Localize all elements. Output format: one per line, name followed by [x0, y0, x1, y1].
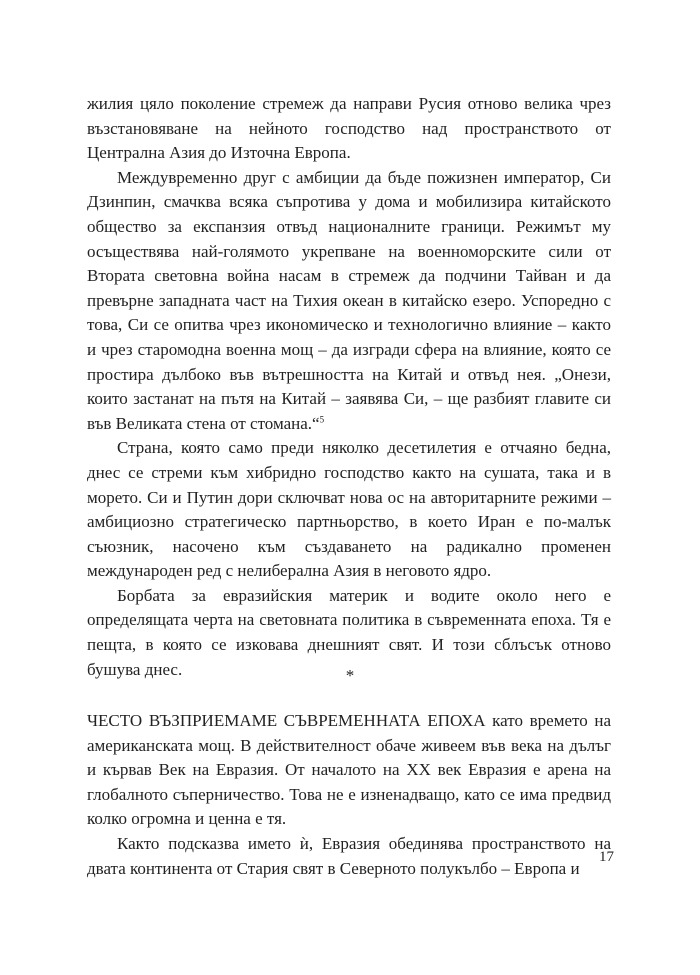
- paragraph: ЧЕСТО ВЪЗПРИЕМАМЕ СЪВРЕМЕННАТА ЕПОХА като времето на американската мощ. В действителност обаче живеем във века на дълъг и кървав Век на Евразия. От началото на XX век Евразия е арена на глобалното съперничество. Това не е изненадващо, като се има предвид колко огромна и ценна е тя.: [87, 711, 611, 829]
- footnote-marker: 5: [319, 414, 325, 425]
- paragraph: [87, 166, 611, 437]
- section-divider: *: [345, 666, 355, 685]
- paragraph: Както подсказва името ѝ, Евразия обединява пространството на двата континента от Стария свят в Северното полукълбо – Европа и: [87, 833, 611, 878]
- paragraph: жилия цяло поколение стремеж да направи Русия отново велика чрез възстановяване на нейното господство над пространството от Централна Азия до Източна Европа.: [87, 94, 611, 163]
- text-block-bottom: [87, 709, 611, 881]
- paragraph: Борбата за евразийския материк и водите около него е определящата черта на световната политика в съвременната епоха. Тя е пещта, в която се изковава днешният свят. И този сблъсък отново бушува днес.: [87, 585, 611, 679]
- page-number: 17: [599, 849, 614, 865]
- paragraph-text: Междувременно друг с амбиции да бъде пожизнен император, Си Дзинпин, смачква всяка съпротива у дома и мобилизира китайското общество за експанзия отвъд националните граници. Режимът му осъществява най-голямото укрепване на военноморските сили от Втората световна война насам в стремеж да подчини Тайван и да превърне западната част на Тихия океан в китайско езеро. Успоредно с това, Си се опитва чрез икономическо и технологично влияние – както и чрез старомодна военна мощ – да изгради сфера на влияние, която се простира дълбоко във вътрешността на Китай и отвъд нея. „Онези, които застанат на пътя на Китай – заявява Си, – ще разбият главите си във Великата стена от стомана.“: [87, 167, 611, 433]
- paragraph: Страна, която само преди няколко десетилетия е отчаяно бедна, днес се стреми към хибридно господство както на сушата, така и в морето. Си и Путин дори сключват нова ос на авторитарните режими – амбициозно стратегическо партньорство, в което Иран е по-малък съюзник, насочено към създаването на радикално променен международен ред с нелиберална Азия в неговото ядро.: [87, 438, 611, 581]
- text-block-top: [87, 92, 611, 682]
